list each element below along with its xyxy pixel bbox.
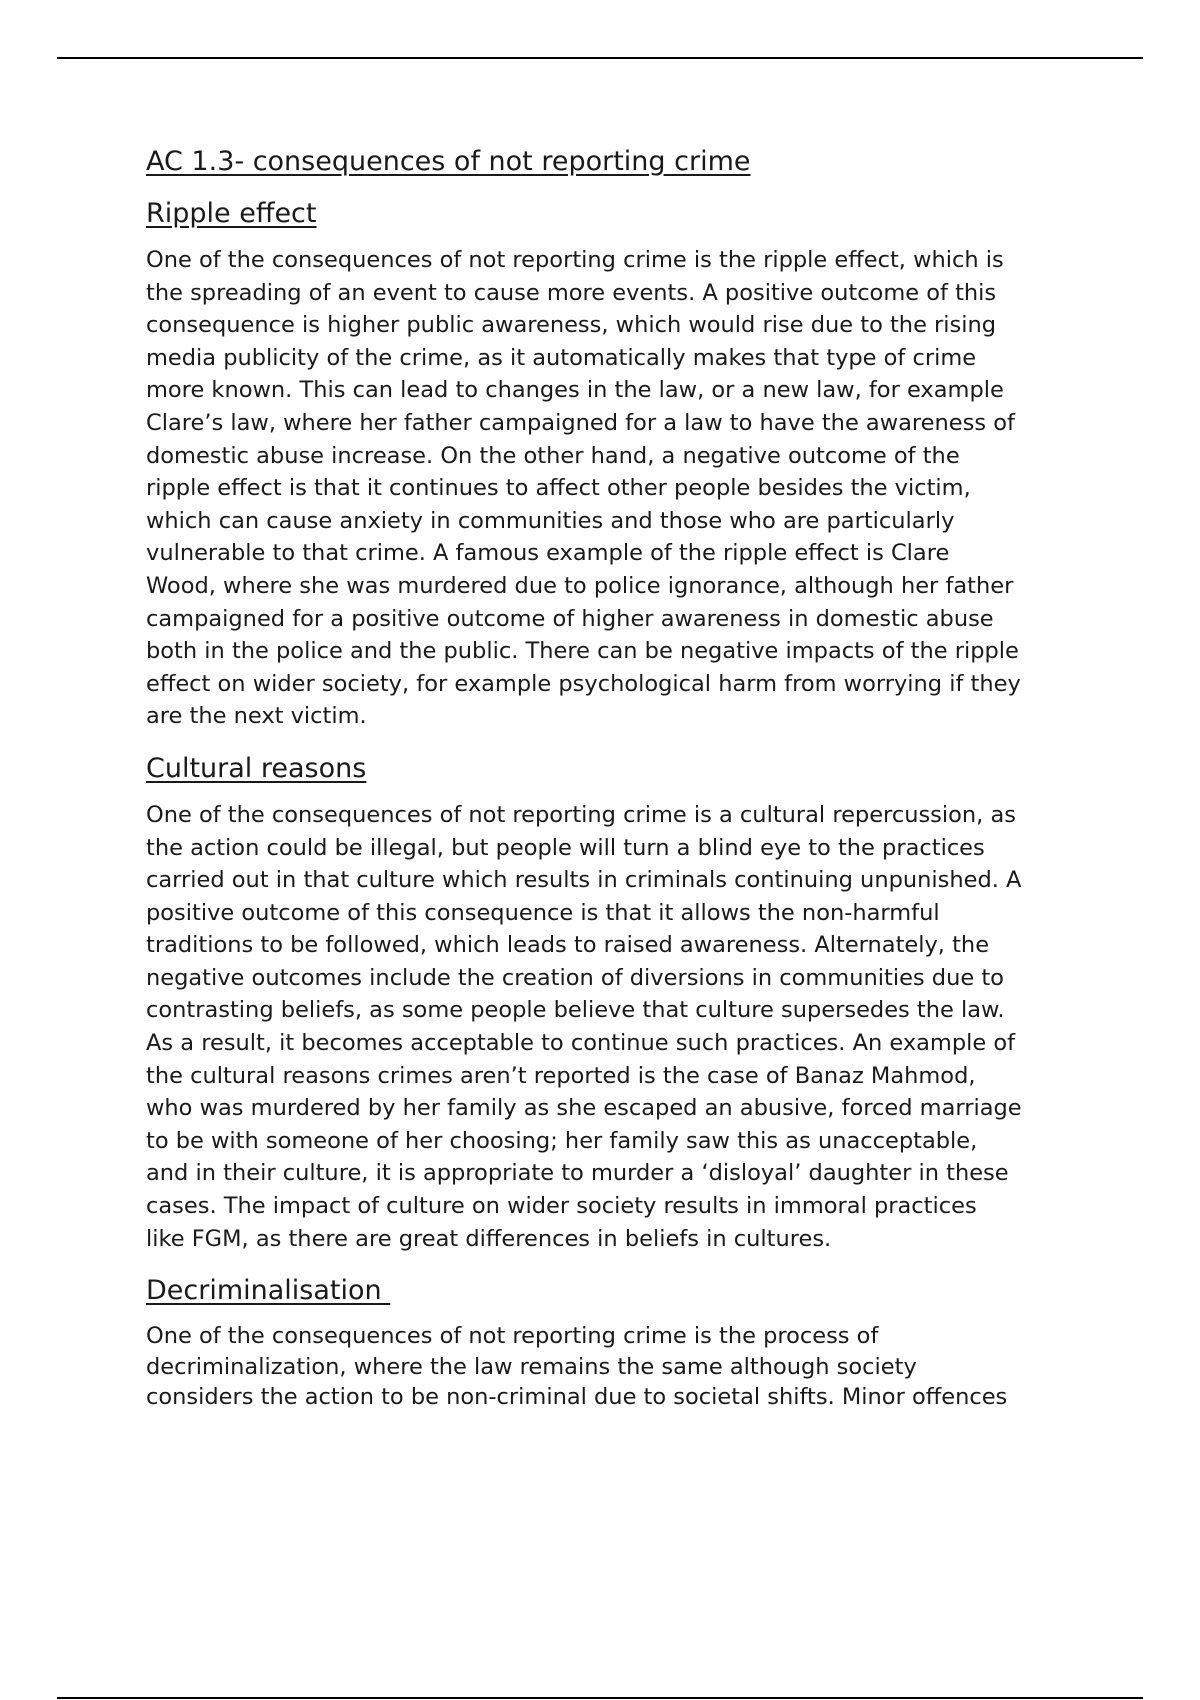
paragraph-line: Wood, where she was murdered due to police ignorance, although her father [146, 572, 1014, 599]
paragraph-line: One of the consequences of not reporting crime is a cultural repercussion, as [146, 801, 1016, 828]
bottom-border-rule [57, 1697, 1143, 1699]
paragraph-line: vulnerable to that crime. A famous example of the ripple effect is Clare [146, 540, 950, 567]
paragraph-line: domestic abuse increase. On the other hand, a negative outcome of the [146, 442, 960, 469]
paragraph-line: both in the police and the public. There can be negative impacts of the ripple [146, 638, 1019, 665]
section-heading-ripple-effect: Ripple effect [146, 198, 317, 229]
paragraph-line: more known. This can lead to changes in the law, or a new law, for example [146, 377, 1004, 404]
section-paragraph-cultural-reasons [146, 799, 1106, 1255]
paragraph-line: the spreading of an event to cause more events. A positive outcome of this [146, 279, 997, 306]
section-paragraph-ripple-effect [146, 244, 1106, 733]
paragraph-line: decriminalization, where the law remains the same although society [146, 1353, 917, 1380]
paragraph-line: ripple effect is that it continues to affect other people besides the victim, [146, 475, 971, 502]
paragraph-line: As a result, it becomes acceptable to continue such practices. An example of [146, 1030, 1016, 1057]
top-border-rule [57, 57, 1143, 59]
paragraph-line: the action could be illegal, but people will turn a blind eye to the practices [146, 834, 985, 861]
paragraph-line: consequence is higher public awareness, which would rise due to the rising [146, 312, 997, 339]
document-body [146, 144, 1106, 1431]
paragraph-line: the cultural reasons crimes aren’t reported is the case of Banaz Mahmod, [146, 1062, 976, 1089]
paragraph-line: carried out in that culture which results in criminals continuing unpunished. A [146, 867, 1022, 894]
paragraph-line: campaigned for a positive outcome of higher awareness in domestic abuse [146, 605, 994, 632]
paragraph-line: effect on wider society, for example psychological harm from worrying if they [146, 670, 1021, 697]
paragraph-line: media publicity of the crime, as it automatically makes that type of crime [146, 344, 977, 371]
paragraph-line: considers the action to be non-criminal due to societal shifts. Minor offences [146, 1384, 1008, 1411]
paragraph-line: cases. The impact of culture on wider society results in immoral practices [146, 1193, 977, 1220]
paragraph-line: which can cause anxiety in communities and those who are particularly [146, 507, 955, 534]
paragraph-line: who was murdered by her family as she escaped an abusive, forced marriage [146, 1095, 1022, 1122]
paragraph-line: One of the consequences of not reporting crime is the ripple effect, which is [146, 247, 1004, 273]
paragraph-line: are the next victim. [146, 703, 367, 730]
section-heading-cultural-reasons: Cultural reasons [146, 752, 367, 784]
paragraph-line: like FGM, as there are great differences in beliefs in cultures. [146, 1225, 832, 1252]
section-heading-decriminalisation: Decriminalisation [146, 1275, 391, 1307]
paragraph-line: contrasting beliefs, as some people believe that culture supersedes the law. [146, 997, 1005, 1024]
paragraph-line: to be with someone of her choosing; her family saw this as unacceptable, [146, 1127, 978, 1154]
paragraph-line: and in their culture, it is appropriate to murder a ‘disloyal’ daughter in these [146, 1160, 1009, 1187]
document-title: AC 1.3- consequences of not reporting crime [146, 146, 751, 177]
paragraph-line: traditions to be followed, which leads to raised awareness. Alternately, the [146, 932, 990, 959]
paragraph-line: One of the consequences of not reporting crime is the process of [146, 1323, 879, 1350]
paragraph-line: positive outcome of this consequence is that it allows the non-harmful [146, 899, 940, 926]
section-paragraph-decriminalisation [146, 1321, 1106, 1413]
paragraph-line: Clare’s law, where her father campaigned for a law to have the awareness of [146, 409, 1015, 436]
paragraph-line: negative outcomes include the creation of diversions in communities due to [146, 964, 1004, 991]
